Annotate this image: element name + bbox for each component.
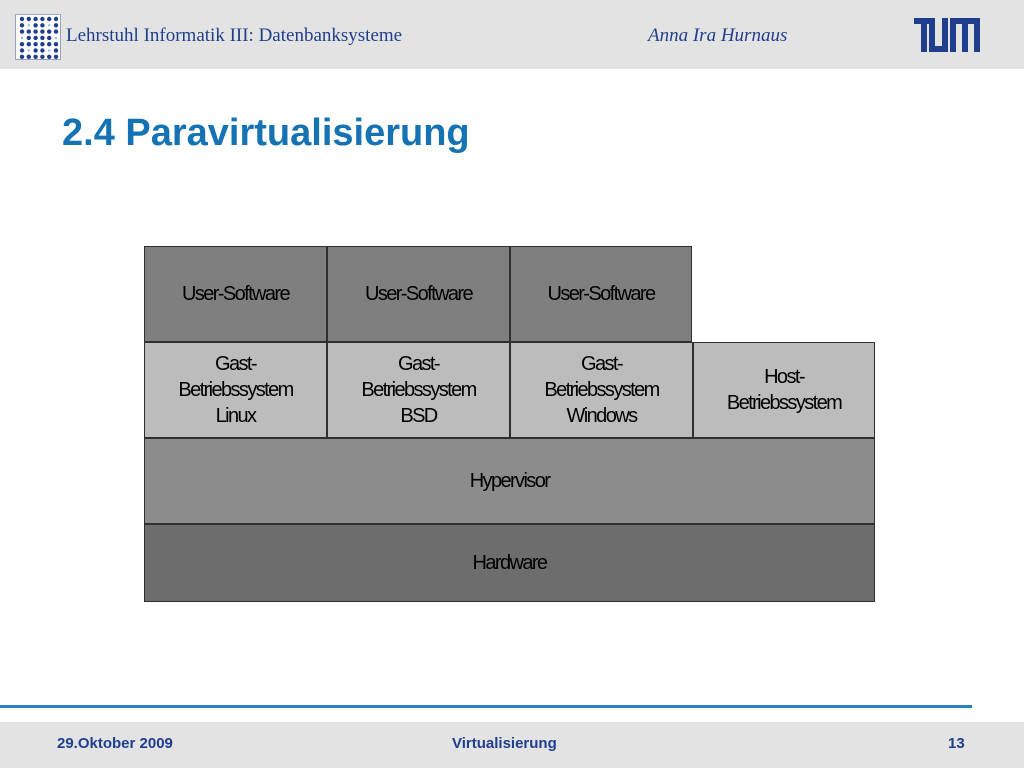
chair-logo-dot [20,17,24,21]
hypervisor-block [144,438,875,524]
chair-logo-dot [54,17,58,21]
chair-logo-dot [40,48,44,52]
chair-logo-dot [54,42,58,46]
chair-logo [15,14,61,60]
host-os-label: Host- Betriebssystem [726,366,842,414]
chair-logo-dots [16,15,62,61]
chair-logo-dot [47,36,51,40]
author-name: Anna Ira Hurnaus [648,25,788,46]
chair-logo-dot [28,49,30,51]
hardware-label: Hardware [472,552,547,574]
chair-logo-dot [47,17,51,21]
footer-topic: Virtualisierung [452,735,557,752]
chair-logo-dot [33,23,37,27]
chair-logo-dot [20,42,24,46]
guest-os-linux-label: Gast- Betriebssystem Linux [178,353,293,427]
chair-logo-dot [48,49,50,51]
guest-os-windows-label: Gast- Betriebssystem Windows [544,353,659,427]
guest-os-bsd-block [327,342,510,438]
chair-logo-dot [47,55,51,59]
user-software-label: User-Software [181,283,289,305]
chair-logo-dot [33,17,37,21]
chair-logo-dot [40,42,44,46]
chair-logo-dot [20,29,24,33]
host-os-block [693,342,875,438]
hypervisor-label: Hypervisor [469,470,550,492]
chair-logo-dot [47,42,51,46]
user-software-block-windows [510,246,692,342]
footer-date: 29.Oktober 2009 [57,735,173,752]
guest-os-linux-block [144,342,327,438]
chair-logo-dot [33,55,37,59]
user-software-label: User-Software [547,283,655,305]
chair-logo-dot [33,42,37,46]
chair-logo-dot [28,24,30,26]
footer-page-number: 13 [948,735,965,752]
chair-logo-dot [54,55,58,59]
chair-logo-dot [40,17,44,21]
chair-logo-dot [21,37,23,39]
user-software-block-bsd [327,246,510,342]
user-software-label: User-Software [364,283,472,305]
chair-name: Lehrstuhl Informatik III: Datenbanksysteme [66,25,403,46]
chair-logo-dot [33,29,37,33]
chair-logo-dot [47,29,51,33]
chair-logo-dot [40,29,44,33]
chair-logo-dot [33,48,37,52]
hardware-block [144,524,875,602]
chair-logo-dot [27,29,31,33]
footer-divider [0,705,972,708]
chair-logo-dot [54,23,58,27]
user-software-block-linux [144,246,327,342]
chair-logo-dot [33,36,37,40]
chair-logo-dot [20,55,24,59]
chair-logo-dot [27,36,31,40]
slide-header [0,0,1024,69]
chair-logo-dot [20,48,24,52]
tum-logo [914,18,980,52]
chair-logo-dot [55,37,57,39]
chair-logo-dot [54,29,58,33]
chair-logo-dot [40,23,44,27]
chair-logo-dot [20,23,24,27]
chair-logo-dot [27,55,31,59]
guest-os-windows-block [510,342,693,438]
chair-logo-dot [27,17,31,21]
slide-title: 2.4 Paravirtualisierung [62,112,470,154]
chair-logo-dot [48,24,50,26]
chair-logo-dot [40,36,44,40]
chair-logo-dot [40,55,44,59]
chair-logo-dot [54,48,58,52]
chair-logo-dot [27,42,31,46]
guest-os-bsd-label: Gast- Betriebssystem BSD [361,353,476,427]
